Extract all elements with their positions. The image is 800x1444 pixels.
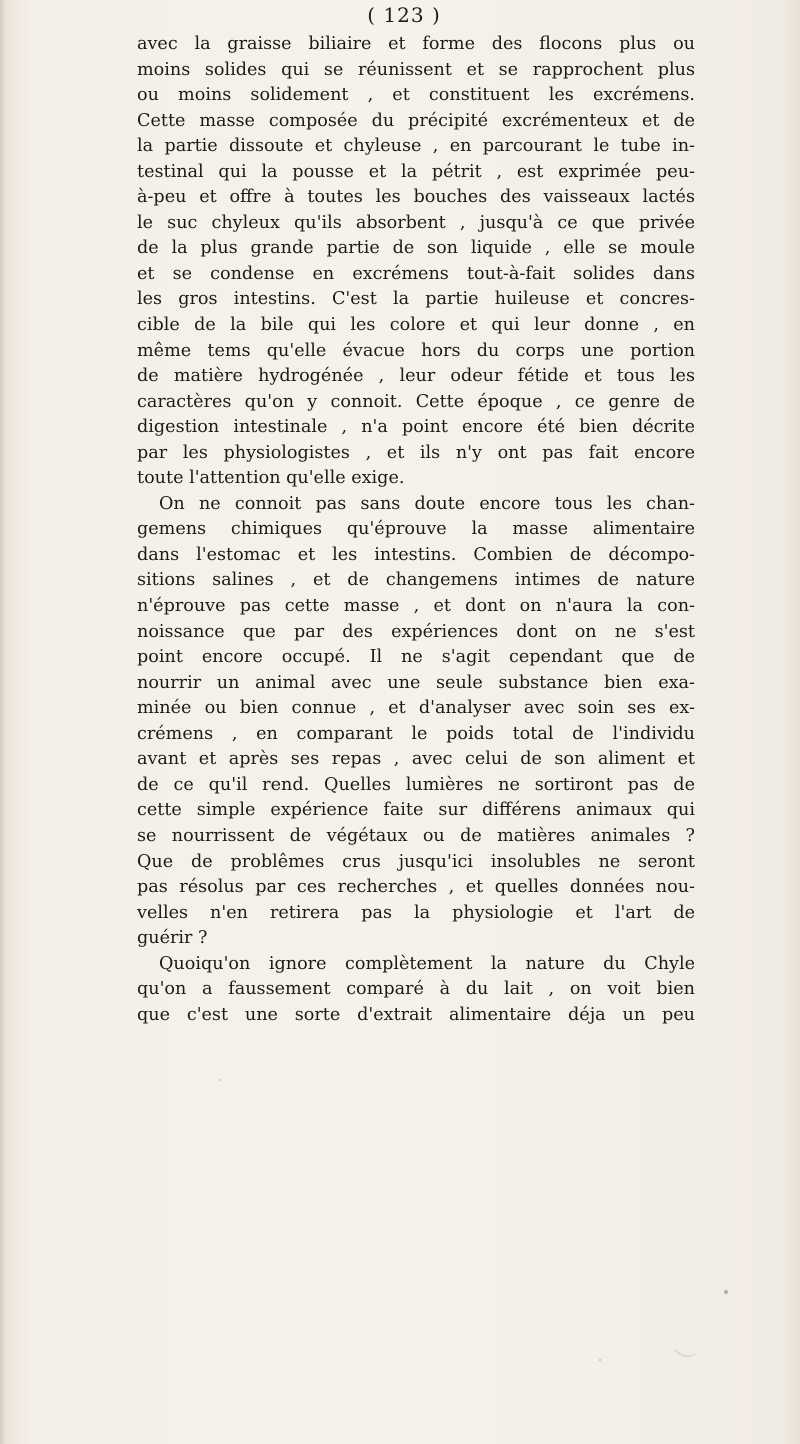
text-line: avec la graisse biliaire et forme des flocons plus ou <box>137 34 695 54</box>
text-line: par les physiologistes , et ils n'y ont pas fait encore <box>137 442 695 463</box>
text-line: pas résolus par ces recherches , et quelles données nou- <box>137 877 695 898</box>
text-line: cible de la bile qui les colore et qui leur donne , en <box>137 315 695 336</box>
text-line: de ce qu'il rend. Quelles lumières ne sortiront pas de <box>137 774 695 795</box>
paragraph <box>137 32 695 492</box>
text-line: Que de problêmes crus jusqu'ici insolubles ne seront <box>137 851 695 872</box>
text-line: Quoiqu'on ignore complètement la nature du Chyle <box>159 953 695 974</box>
text-line: avant et après ses repas , avec celui de son aliment et <box>137 749 695 770</box>
page-spine-shadow <box>0 0 6 1444</box>
text-line: digestion intestinale , n'a point encore été bien décrite <box>137 417 695 438</box>
text-line: point encore occupé. Il ne s'agit cependant que de <box>137 647 695 668</box>
text-line: testinal qui la pousse et la pétrit , est exprimée peu- <box>137 161 695 182</box>
text-line: la partie dissoute et chyleuse , en parcourant le tube in- <box>137 136 695 157</box>
text-line: nourrir un animal avec une seule substance bien exa- <box>137 672 695 693</box>
text-line: sitions salines , et de changemens intimes de nature <box>137 570 695 591</box>
text-line: minée ou bien connue , et d'analyser avec soin ses ex- <box>137 698 695 719</box>
text-line: de la plus grande partie de son liquide , elle se moule <box>137 238 695 259</box>
text-line: toute l'attention qu'elle exige. <box>137 468 405 489</box>
body-text <box>137 32 695 1028</box>
text-line: ou moins solidement , et constituent les excrémens. <box>137 85 695 106</box>
text-line: guérir ? <box>137 928 208 949</box>
text-line: velles n'en retirera pas la physiologie et l'art de <box>137 902 695 923</box>
text-line: se nourrissent de végétaux ou de matières animales ? <box>137 825 695 846</box>
text-line: Cette masse composée du précipité excrémenteux et de <box>137 110 695 131</box>
text-line: cette simple expérience faite sur différens animaux qui <box>137 800 695 821</box>
text-line: dans l'estomac et les intestins. Combien de décompo- <box>137 544 695 565</box>
text-line: gemens chimiques qu'éprouve la masse alimentaire <box>137 519 695 540</box>
text-line: même tems qu'elle évacue hors du corps une portion <box>137 340 695 361</box>
text-line: qu'on a faussement comparé à du lait , on voit bien <box>137 979 695 1000</box>
text-line: les gros intestins. C'est la partie huileuse et concres- <box>137 289 695 310</box>
paragraph <box>137 952 695 1029</box>
paragraph <box>137 492 695 952</box>
text-line: n'éprouve pas cette masse , et dont on n'aura la con- <box>137 596 695 617</box>
text-line: moins solides qui se réunissent et se rapprochent plus <box>137 59 695 80</box>
text-line: noissance que par des expériences dont on ne s'est <box>137 621 695 642</box>
text-line: et se condense en excrémens tout-à-fait solides dans <box>137 263 695 284</box>
page-number: ( 123 ) <box>367 3 441 27</box>
text-line: le suc chyleux qu'ils absorbent , jusqu'à ce que privée <box>137 212 695 233</box>
text-line: On ne connoit pas sans doute encore tous les chan- <box>159 493 695 514</box>
text-line: à-peu et offre à toutes les bouches des vaisseaux lactés <box>137 187 695 208</box>
text-line: que c'est une sorte d'extrait alimentaire déja un peu <box>137 1004 695 1025</box>
text-line: caractères qu'on y connoit. Cette époque , ce genre de <box>137 391 695 412</box>
text-line: de matière hydrogénée , leur odeur fétide et tous les <box>137 366 695 387</box>
text-line: crémens , en comparant le poids total de l'individu <box>137 723 695 744</box>
